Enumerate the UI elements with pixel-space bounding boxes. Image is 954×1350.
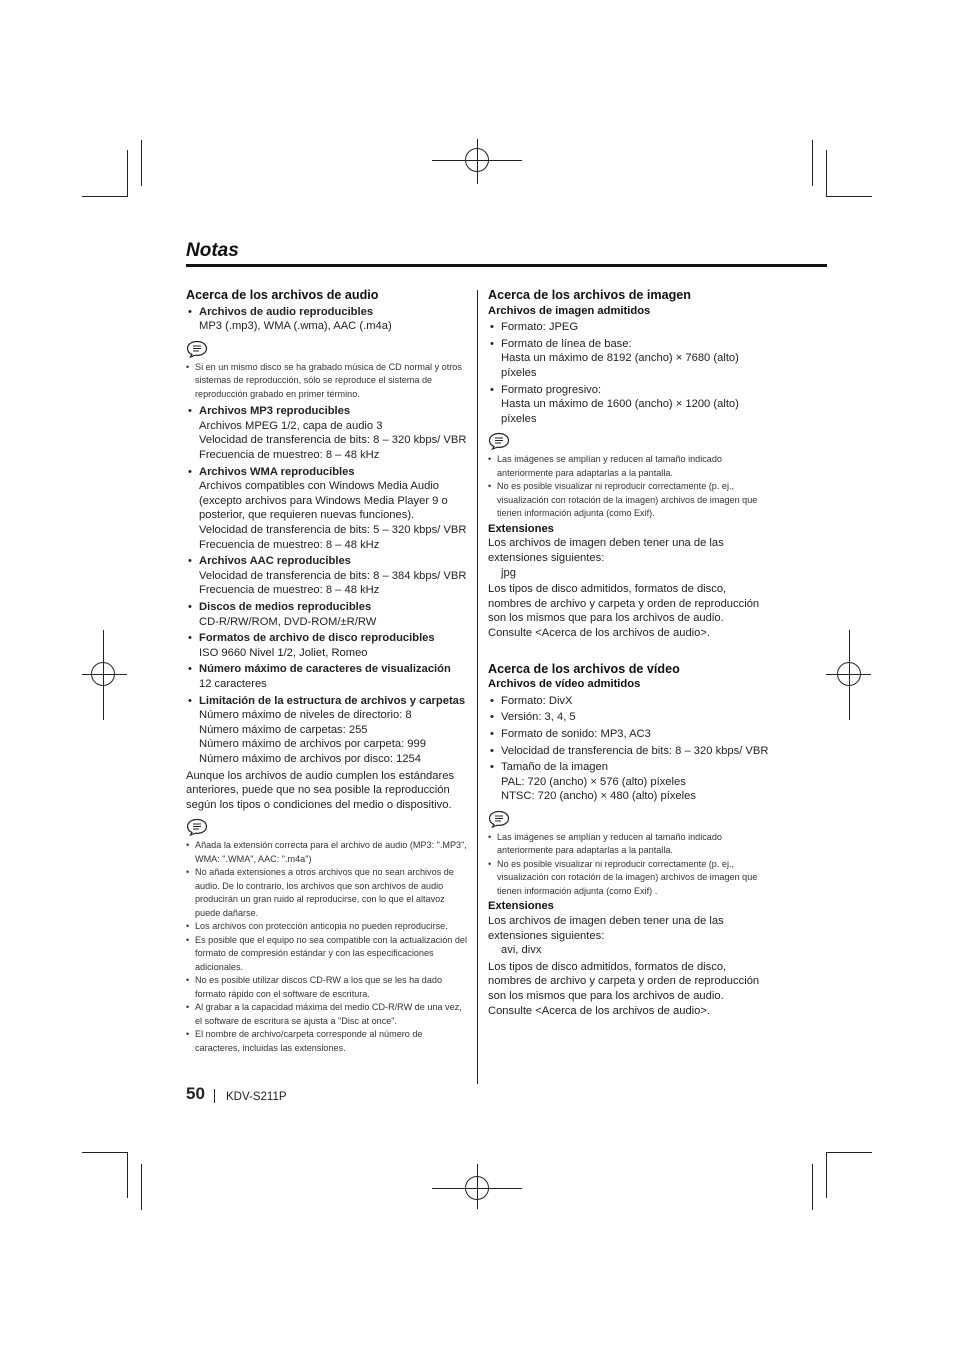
note-icon (186, 340, 208, 358)
video-ext-text: Los archivos de imagen deben tener una de las extensiones siguientes: (488, 915, 724, 942)
image-ext-value: jpg (501, 566, 516, 579)
audio-heading: Acerca de los archivos de audio (186, 288, 379, 302)
list-item (186, 631, 468, 660)
page-title: Notas (186, 240, 239, 261)
note-item: • Al grabar a la capacidad máxima del medio CD-R/RW de una vez, el software de escritura se ajusta a "Disc at once". (186, 1001, 468, 1028)
list-item-text: • Versión: 3, 4, 5 (501, 711, 576, 724)
list-item-text: Hasta un máximo de 8192 (ancho) × 7680 (alto) píxeles (501, 352, 739, 379)
column-divider (477, 290, 478, 1084)
note-item: • No es posible visualizar ni reproducir correctamente (p. ej., visualización con rotación de la imagen) archivos de imagen que tienen información adjunta (como Exif). (488, 480, 770, 521)
list-item-text: NTSC: 720 (ancho) × 480 (alto) píxeles (501, 790, 696, 803)
list-item-text: Archivos MPEG 1/2, capa de audio 3 (199, 419, 383, 432)
list-item (488, 710, 770, 725)
list-item-text: CD-R/RW/ROM, DVD-ROM/±R/RW (199, 615, 377, 628)
list-item (488, 320, 770, 335)
note-item: • No es posible utilizar discos CD-RW a los que se les ha dado formato rápido con el software de escritura. (186, 974, 468, 1001)
image-video-section (488, 288, 770, 1018)
list-item (186, 465, 468, 553)
note-item: • Añada la extensión correcta para el archivo de audio (MP3: ".MP3", WMA: ".WMA", AAC: ".m4a") (186, 839, 468, 866)
list-item (488, 727, 770, 742)
video-ext-value: avi, divx (501, 944, 542, 957)
image-list (488, 320, 770, 426)
list-item-text: • Formato de línea de base: (501, 337, 632, 350)
audio-list-1 (186, 305, 468, 334)
note-icon (488, 432, 510, 450)
video-notes (488, 831, 770, 899)
list-item-text: Número máximo de archivos por carpeta: 999 (199, 738, 426, 751)
list-item-text: • Formato: JPEG (501, 321, 579, 334)
list-item (488, 694, 770, 709)
list-item-text: Hasta un máximo de 1600 (ancho) × 1200 (alto) píxeles (501, 398, 739, 425)
list-item-text: Velocidad de transferencia de bits: 8 – 384 kbps/ VBR (199, 569, 467, 582)
list-item-label: • Número máximo de caracteres de visualización (199, 663, 451, 676)
list-item-text: Archivos compatibles con Windows Media Audio (excepto archivos para Windows Media Player 9 o posterior, que requieren nuevas funciones). (199, 480, 448, 522)
list-item-text: Velocidad de transferencia de bits: 8 – 320 kbps/ VBR (199, 434, 467, 447)
model-name: KDV-S211P (226, 1091, 287, 1103)
image-paragraph: Los tipos de disco admitidos, formatos de disco, nombres de archivo y carpeta y orden de reproducción son los mismos que para los archivos de audio. Consulte <Acerca de los archivos de audio>. (488, 583, 760, 639)
audio-notes-1 (186, 361, 468, 402)
audio-list-2 (186, 404, 468, 766)
list-item-text: Número máximo de carpetas: 255 (199, 723, 368, 736)
list-item-text: • Tamaño de la imagen (501, 761, 608, 774)
list-item (186, 694, 468, 767)
image-ext-heading: Extensiones (488, 522, 554, 535)
list-item-label: • Archivos MP3 reproducibles (199, 405, 351, 418)
list-item-label: • Archivos de audio reproducibles (199, 305, 374, 318)
video-subheading: Archivos de vídeo admitidos (488, 678, 641, 691)
list-item-text: PAL: 720 (ancho) × 576 (alto) píxeles (501, 775, 686, 788)
list-item (186, 554, 468, 598)
audio-paragraph: Aunque los archivos de audio cumplen los estándares anteriores, puede que no sea posible la reproducción según los tipos o condiciones del medio o dispositivo. (186, 769, 455, 811)
note-item: • Es posible que el equipo no sea compatible con la actualización del formato de compresión estándar y con las especificaciones adicionales. (186, 934, 468, 975)
list-item-text: Frecuencia de muestreo: 8 – 48 kHz (199, 449, 380, 462)
image-subheading: Archivos de imagen admitidos (488, 304, 651, 317)
audio-notes-2 (186, 839, 468, 1055)
list-item (186, 305, 468, 334)
note-item: • Si en un mismo disco se ha grabado música de CD normal y otros sistemas de reproducción, sólo se reproduce el sistema de reproducción grabado en primer término. (186, 361, 468, 402)
note-item: • Los archivos con protección anticopia no pueden reproducirse. (186, 920, 468, 934)
list-item-text: • Formato de sonido: MP3, AC3 (501, 727, 651, 740)
video-paragraph: Los tipos de disco admitidos, formatos de disco, nombres de archivo y carpeta y orden de reproducción son los mismos que para los archivos de audio. Consulte <Acerca de los archivos de audio>. (488, 960, 760, 1017)
note-icon (186, 818, 208, 836)
footer-divider (214, 1089, 215, 1103)
note-icon (488, 810, 510, 828)
list-item-text: Número máximo de archivos por disco: 1254 (199, 752, 421, 765)
list-item-label: • Formatos de archivo de disco reproducibles (199, 632, 435, 645)
list-item-text: ISO 9660 Nivel 1/2, Joliet, Romeo (199, 646, 368, 659)
note-item: • Las imágenes se amplían y reducen al tamaño indicado anteriormente para adaptarlas a la pantalla. (488, 831, 770, 858)
list-item-text: Frecuencia de muestreo: 8 – 48 kHz (199, 584, 380, 597)
image-notes (488, 453, 770, 521)
list-item-text: • Formato progresivo: (501, 383, 602, 396)
list-item (488, 760, 770, 804)
video-heading: Acerca de los archivos de vídeo (488, 661, 680, 676)
note-item: • No añada extensiones a otros archivos que no sean archivos de audio. De lo contrario, los archivos que son archivos de audio producirán un gran ruido al reproducirse, con lo que el altavoz puede dañarse. (186, 866, 468, 920)
audio-section (186, 288, 468, 1055)
image-heading: Acerca de los archivos de imagen (488, 288, 691, 302)
list-item-label: • Archivos AAC reproducibles (199, 555, 351, 568)
list-item-text: MP3 (.mp3), WMA (.wma), AAC (.m4a) (199, 320, 392, 333)
list-item (186, 404, 468, 462)
list-item (488, 383, 770, 427)
image-ext-text: Los archivos de imagen deben tener una de las extensiones siguientes: (488, 537, 724, 565)
list-item-text: • Formato: DivX (501, 694, 573, 707)
list-item-text: Velocidad de transferencia de bits: 5 – 320 kbps/ VBR (199, 524, 467, 537)
list-item-label: • Limitación de la estructura de archivos y carpetas (199, 694, 466, 707)
note-item: • No es posible visualizar ni reproducir correctamente (p. ej., visualización con rotación de la imagen) archivos de imagen que tienen información adjunta (como Exif) . (488, 858, 770, 899)
list-item (186, 600, 468, 629)
list-item (488, 337, 770, 381)
list-item (488, 744, 770, 759)
video-ext-heading: Extensiones (488, 900, 554, 913)
title-rule (186, 264, 827, 267)
list-item-text: 12 caracteres (199, 677, 267, 690)
list-item-text: Frecuencia de muestreo: 8 – 48 kHz (199, 538, 380, 551)
video-list (488, 694, 770, 804)
note-item: • Las imágenes se amplían y reducen al tamaño indicado anteriormente para adaptarlas a la pantalla. (488, 453, 770, 480)
list-item (186, 662, 468, 691)
list-item-text: • Velocidad de transferencia de bits: 8 – 320 kbps/ VBR (501, 744, 769, 757)
list-item-label: • Discos de medios reproducibles (199, 601, 372, 613)
note-item: • El nombre de archivo/carpeta corresponde al número de caracteres, incluidas las extensiones. (186, 1028, 468, 1055)
list-item-text: Número máximo de niveles de directorio: 8 (199, 709, 412, 722)
list-item-label: • Archivos WMA reproducibles (199, 465, 355, 478)
page-number: 50 (186, 1084, 205, 1103)
